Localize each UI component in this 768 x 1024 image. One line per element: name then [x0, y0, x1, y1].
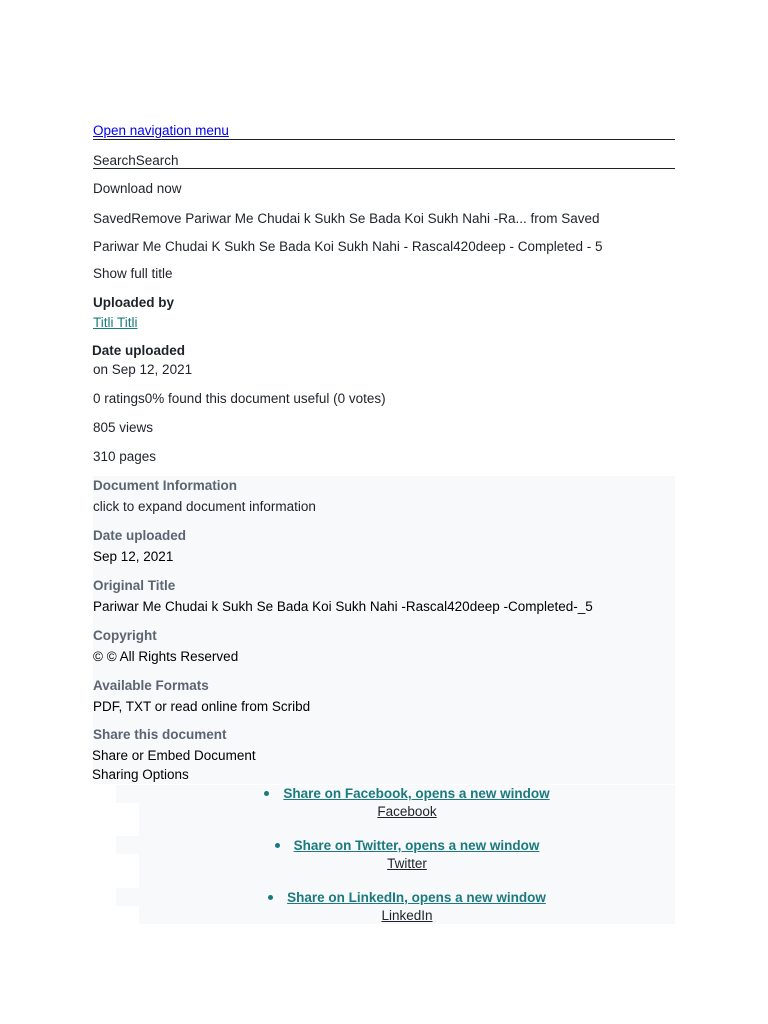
- show-full-title-button[interactable]: Show full title: [93, 266, 173, 281]
- search-button[interactable]: SearchSearch: [93, 153, 179, 168]
- original-title-label: Original Title: [93, 578, 176, 593]
- pages-count: 310 pages: [93, 449, 157, 464]
- copyright-label: Copyright: [93, 628, 157, 643]
- share-linkedin-item: [139, 889, 675, 925]
- saved-remove-button[interactable]: SavedRemove Pariwar Me Chudai k Sukh Se Bada Koi Sukh Nahi -Ra... from Saved: [93, 211, 600, 226]
- twitter-label[interactable]: Twitter: [387, 856, 427, 871]
- divider: [93, 139, 675, 140]
- divider: [93, 168, 675, 169]
- share-twitter-link[interactable]: Share on Twitter, opens a new window: [293, 838, 540, 853]
- download-button[interactable]: Download now: [93, 181, 182, 196]
- share-this-document-header: Share this document: [93, 727, 227, 742]
- bullet-icon: [264, 791, 269, 796]
- share-linkedin-link[interactable]: Share on LinkedIn, opens a new window: [287, 890, 546, 905]
- date-uploaded-label: Date uploaded: [92, 343, 186, 358]
- share-facebook-link[interactable]: Share on Facebook, opens a new window: [283, 786, 550, 801]
- bullet-icon: [268, 895, 273, 900]
- original-title-value: Pariwar Me Chudai k Sukh Se Bada Koi Sukh Nahi -Rascal420deep -Completed-_5: [93, 599, 593, 614]
- info-date-uploaded-value: Sep 12, 2021: [93, 549, 174, 564]
- sharing-options-label: Sharing Options: [92, 767, 189, 782]
- share-facebook-item: [139, 785, 675, 821]
- expand-document-information-button[interactable]: click to expand document information: [93, 499, 316, 514]
- share-or-embed-button[interactable]: Share or Embed Document: [92, 748, 256, 763]
- share-twitter-item: [139, 837, 675, 873]
- views-count: 805 views: [93, 420, 154, 435]
- open-navigation-menu-link[interactable]: Open navigation menu: [93, 123, 229, 138]
- facebook-label[interactable]: Facebook: [377, 804, 437, 819]
- uploader-link[interactable]: Titli Titli: [93, 315, 138, 330]
- bullet-icon: [275, 843, 280, 848]
- available-formats-label: Available Formats: [93, 678, 209, 693]
- date-uploaded-value: on Sep 12, 2021: [93, 362, 193, 377]
- ratings-text: 0 ratings0% found this document useful (0 votes): [93, 391, 386, 406]
- uploaded-by-label: Uploaded by: [93, 295, 175, 310]
- document-information-header: Document Information: [93, 478, 237, 493]
- document-title: Pariwar Me Chudai K Sukh Se Bada Koi Sukh Nahi - Rascal420deep - Completed - 5: [93, 239, 603, 254]
- available-formats-value: PDF, TXT or read online from Scribd: [93, 699, 311, 714]
- copyright-value: © © All Rights Reserved: [93, 649, 239, 664]
- linkedin-label[interactable]: LinkedIn: [381, 908, 433, 923]
- info-date-uploaded-label: Date uploaded: [93, 528, 187, 543]
